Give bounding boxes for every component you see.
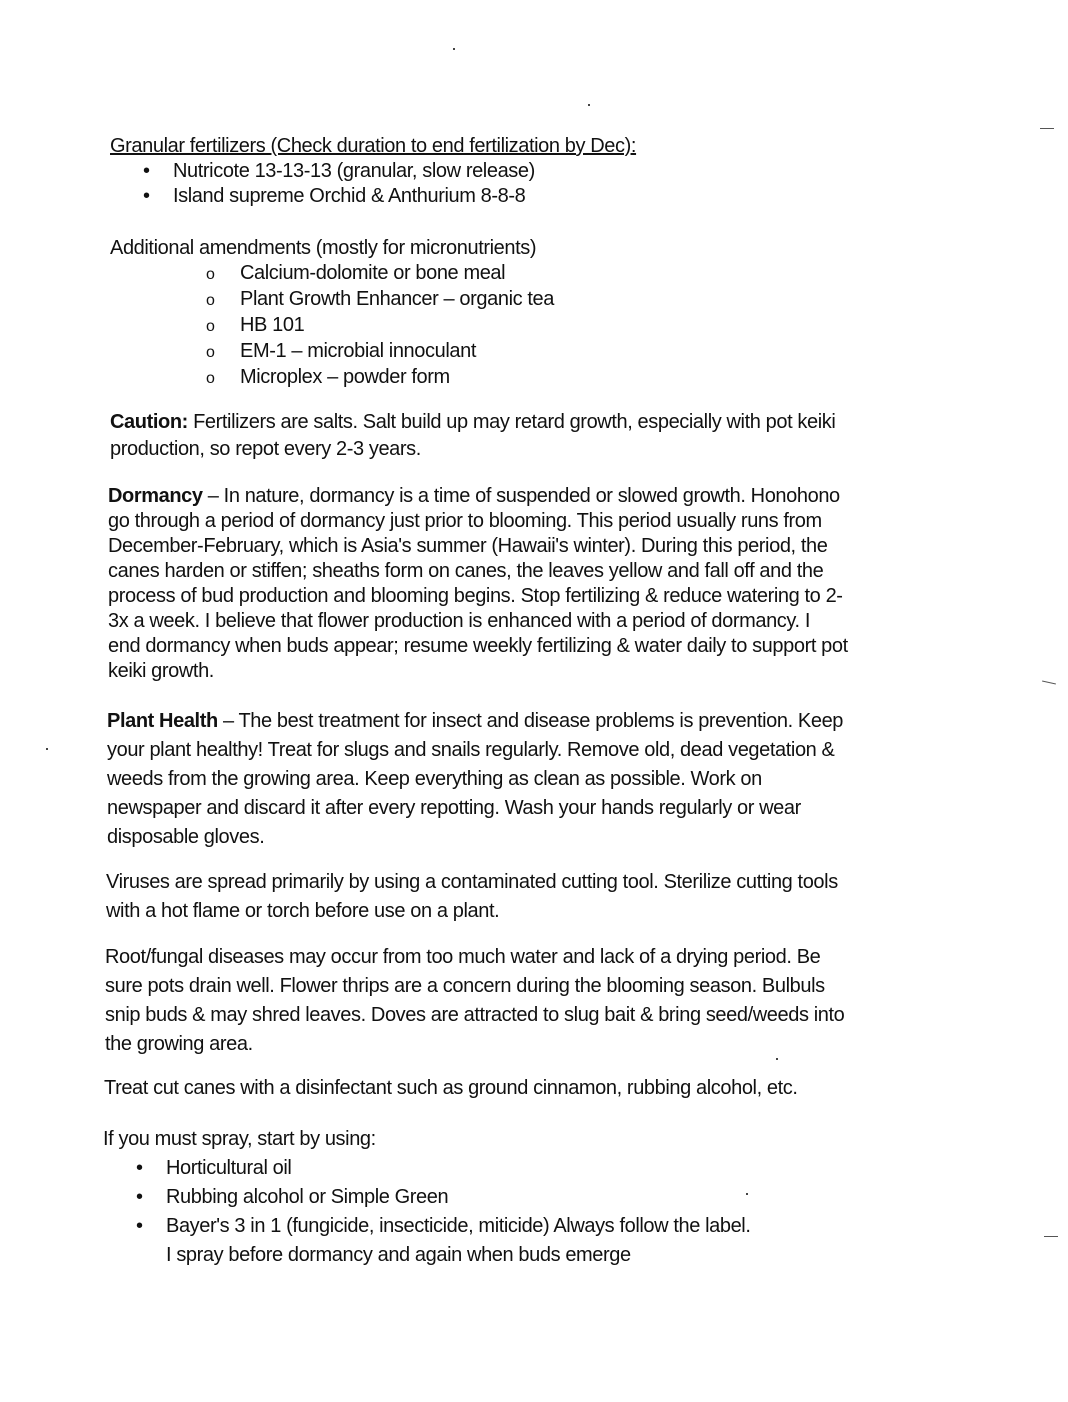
circle-bullet-icon: o — [206, 318, 215, 335]
root-text: snip buds & may shred leaves. Doves are attracted to slug bait & bring seed/weeds into — [105, 1004, 845, 1026]
bullet-icon: • — [143, 160, 150, 182]
list-item: • Rubbing alcohol or Simple Green — [103, 1183, 1003, 1212]
caution-paragraph — [110, 409, 1010, 463]
dormancy-text: keiki growth. — [108, 660, 214, 682]
scan-mark — [1042, 681, 1056, 685]
bullet-icon: • — [136, 1186, 143, 1208]
amendments-heading: Additional amendments (mostly for micronutrients) — [110, 237, 537, 259]
dormancy-text: end dormancy when buds appear; resume weekly fertilizing & water daily to support pot — [108, 635, 848, 657]
treat-paragraph — [104, 1076, 1004, 1101]
scan-speck — [453, 48, 455, 50]
dormancy-text: go through a period of dormancy just prior to blooming. This period usually runs from — [108, 510, 822, 532]
bullet-icon: • — [136, 1215, 143, 1237]
dormancy-text: 3x a week. I believe that flower production is enhanced with a period of dormancy. I — [108, 610, 810, 632]
plant-health-text: newspaper and discard it after every repotting. Wash your hands regularly or wear — [107, 797, 801, 819]
root-fungal-paragraph — [105, 943, 1005, 1059]
list-item: • Bayer's 3 in 1 (fungicide, insecticide, miticide) Always follow the label. — [103, 1212, 1003, 1241]
dormancy-text: process of bud production and blooming begins. Stop fertilizing & reduce watering to 2- — [108, 585, 843, 607]
caution-label: Caution: — [110, 411, 188, 433]
scan-speck — [776, 1058, 778, 1060]
caution-text: Fertilizers are salts. Salt build up may retard growth, especially with pot keiki — [193, 411, 836, 433]
spray-continuation: I spray before dormancy and again when buds emerge — [166, 1244, 631, 1266]
spray-heading: If you must spray, start by using: — [103, 1128, 376, 1150]
spray-section — [103, 1125, 1003, 1270]
list-item: • Island supreme Orchid & Anthurium 8-8-8 — [143, 185, 526, 207]
dormancy-text: December-February, which is Asia's summer (Hawaii's winter). During this period, the — [108, 535, 828, 557]
bullet-icon: • — [143, 185, 150, 207]
viruses-text: with a hot flame or torch before use on a plant. — [106, 900, 500, 922]
root-text: Root/fungal diseases may occur from too much water and lack of a drying period. Be — [105, 946, 821, 968]
list-item: o HB 101 — [110, 313, 1010, 339]
plant-health-text: your plant healthy! Treat for slugs and snails regularly. Remove old, dead vegetation & — [107, 739, 835, 761]
plant-health-paragraph: Plant Health – The best treatment for insect and disease problems is prevention. Keep your plant healthy! Treat for slugs and snails regularly. Remove old, dead vegetation & weeds from the growing area. Keep everything as clean as possible. Work on newspaper and discard it after every repotting. Wash your hands regularly or wear disposable gloves. — [107, 707, 1007, 852]
treat-text: Treat cut canes with a disinfectant such as ground cinnamon, rubbing alcohol, etc. — [104, 1077, 798, 1099]
circle-bullet-icon: o — [206, 344, 215, 361]
list-item: o Calcium-dolomite or bone meal — [110, 261, 1010, 287]
caution-text: production, so repot every 2-3 years. — [110, 438, 421, 460]
list-item: • Nutricote 13-13-13 (granular, slow release) — [143, 160, 535, 182]
viruses-text: Viruses are spread primarily by using a contaminated cutting tool. Sterilize cutting tools — [106, 871, 838, 893]
list-item: o Microplex – powder form — [110, 365, 1010, 391]
scan-mark — [1040, 128, 1054, 129]
dormancy-text: canes harden or stiffen; sheaths form on canes, the leaves yellow and fall off and the — [108, 560, 824, 582]
list-item: • Horticultural oil — [103, 1154, 1003, 1183]
viruses-paragraph — [106, 868, 1006, 926]
root-text: the growing area. — [105, 1033, 253, 1055]
dormancy-paragraph: Dormancy – In nature, dormancy is a time of suspended or slowed growth. Honohono go through a period of dormancy just prior to blooming. This period usually runs from December-February, which is Asia's summer (Hawaii's winter). During this period, the canes harden or stiffen; sheaths form on canes, the leaves yellow and fall off and the process of bud production and blooming begins. Stop fertilizing & reduce watering to 2- 3x a week. I believe that flower production is enhanced with a period of dormancy. I end dormancy when buds appear; resume weekly fertilizing & water daily to support pot keiki growth. — [108, 484, 1008, 684]
scan-speck — [746, 1193, 748, 1195]
circle-bullet-icon: o — [206, 370, 215, 387]
fertilizers-heading: Granular fertilizers (Check duration to end fertilization by Dec): — [110, 135, 637, 157]
plant-health-text: disposable gloves. — [107, 826, 265, 848]
plant-health-text: weeds from the growing area. Keep everything as clean as possible. Work on — [107, 768, 762, 790]
scan-speck — [46, 748, 48, 750]
dormancy-label: Dormancy — [108, 485, 203, 507]
amendments-section — [110, 236, 1010, 391]
circle-bullet-icon: o — [206, 292, 215, 309]
root-text: sure pots drain well. Flower thrips are a concern during the blooming season. Bulbuls — [105, 975, 825, 997]
bullet-icon: • — [136, 1157, 143, 1179]
scan-speck — [588, 104, 590, 106]
scan-mark — [1044, 1236, 1058, 1237]
list-item: o Plant Growth Enhancer – organic tea — [110, 287, 1010, 313]
list-item: o EM-1 – microbial innoculant — [110, 339, 1010, 365]
circle-bullet-icon: o — [206, 266, 215, 283]
plant-health-label: Plant Health — [107, 710, 218, 732]
fertilizers-section — [110, 134, 1010, 209]
